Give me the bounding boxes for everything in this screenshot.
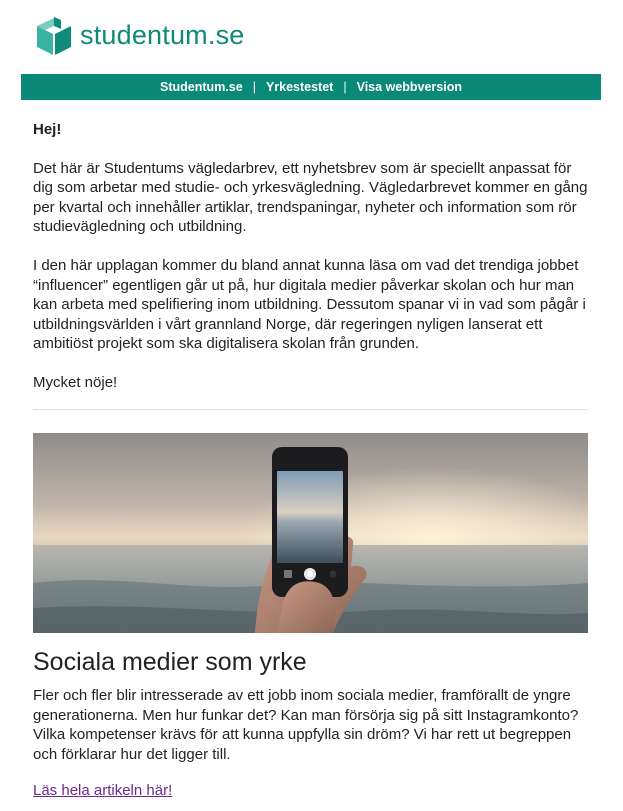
greeting: Hej! [33, 121, 62, 138]
studentum-logo[interactable] [34, 14, 245, 56]
brand-name: studentum.se [80, 20, 245, 50]
intro-paragraph: Det här är Studentums vägledarbrev, ett nyhetsbrev som är speciellt anpassat för dig som arbetar med studie- och yrkesvägledning. Vägledarbrevet kommer en gång per kvartal och innehåller artiklar, trendspaningar, nyheter och information som rör studievägledning och utbildning. [33, 159, 588, 236]
intro-section [33, 120, 593, 412]
article-image[interactable] [33, 433, 588, 633]
nav-link-webbversion[interactable]: Visa webbversion [356, 80, 462, 94]
book-logo-icon [34, 14, 74, 56]
section-divider [33, 409, 588, 410]
nav-link-yrkestestet[interactable]: Yrkestestet [265, 80, 334, 94]
article-body: Fler och fler blir intresserade av ett jobb inom sociala medier, framförallt de yngre generationerna. Men hur funkar det? Kan man försörja sig på sitt Instagramkonto? Vilka kompetenser krävs för att kunna uppfylla sin dröm? Vi har rett ut begreppen och förklarar hur det ligger till. [33, 687, 579, 763]
nav-separator: | [252, 80, 256, 94]
nav-link-studentum[interactable]: Studentum.se [160, 80, 243, 94]
intro-paragraph: I den här upplagan kommer du bland annat kunna läsa om vad det trendiga jobbet “influencer” egentligen går ut på, hur digitala medier påverkar skolan och hur man kan arbeta med spelifiering inom utbildning. Dessutom spanar vi in vad som pågår i utbildningsvärlden i vårt grannland Norge, där regeringen nyligen lanserat ett ambitiöst projekt som ska digitalisera skolan från grunden. [33, 256, 586, 353]
top-navigation-bar [21, 74, 601, 100]
read-article-link[interactable]: Läs hela artikeln här! [33, 782, 173, 799]
closing-text: Mycket nöje! [33, 373, 118, 391]
article-title: Sociala medier som yrke [33, 648, 307, 676]
nav-separator: | [343, 80, 347, 94]
